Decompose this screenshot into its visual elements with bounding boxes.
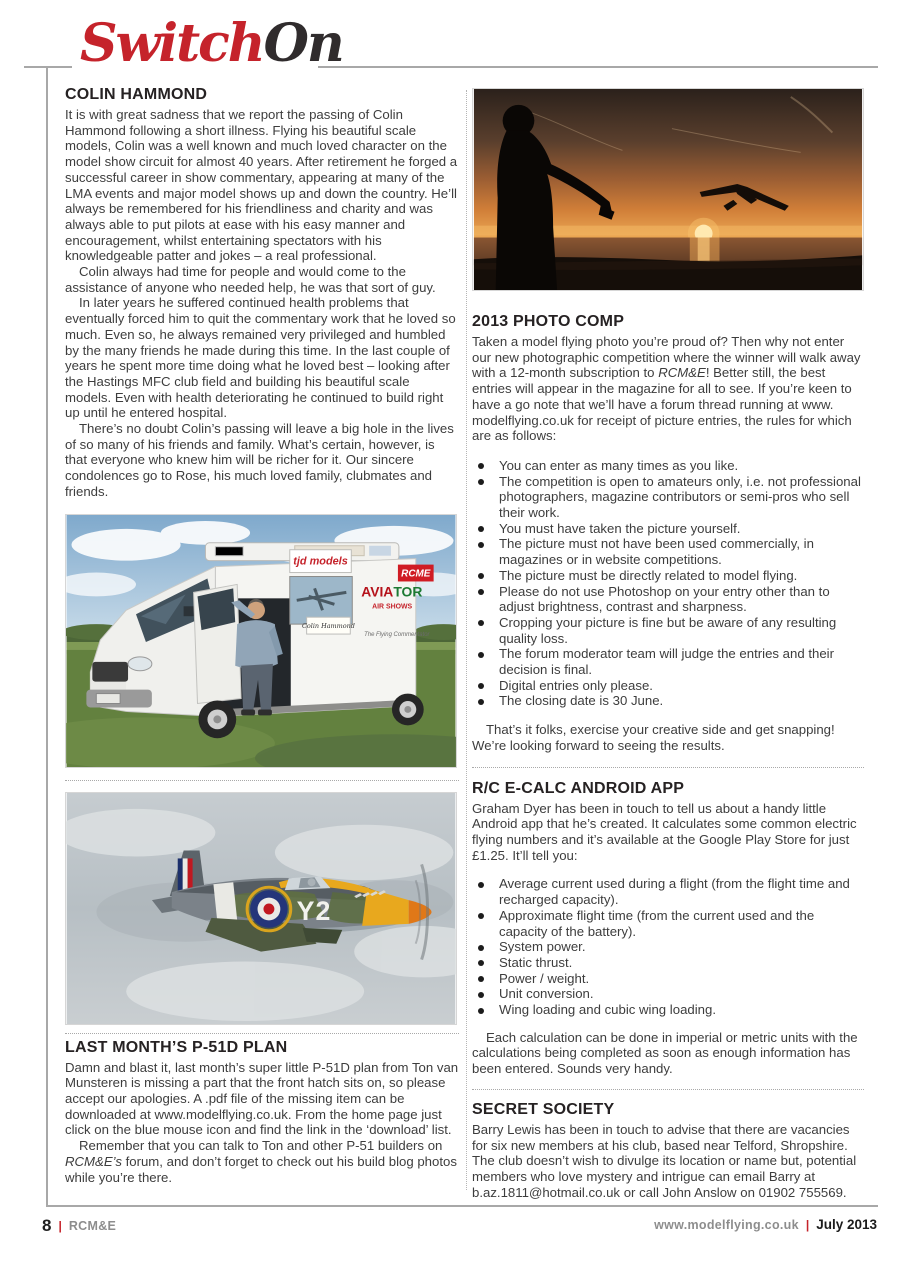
left-separator-2 — [65, 1033, 459, 1034]
masthead-switch: Switch — [80, 13, 264, 74]
p51-plan-text: forum, and don’t forget to check out his build blog photos while you’re there. — [65, 1153, 457, 1185]
header-rule-right — [318, 66, 878, 68]
van-airshow-text: AIR SHOWS — [372, 602, 413, 610]
rule-item: The picture must not have been used commercially, in magazines or in website competitions. — [472, 536, 864, 567]
footer-issue: July 2013 — [816, 1217, 877, 1232]
sunset-glider-photo — [472, 88, 864, 291]
colin-paragraph: In later years he suffered continued health problems that eventually forced him to quit the commentary work that he loved so much. Even so, he always remained very privileged and humbled by the many friends he made during this time. In the last couple of years he spent more time doing what he loved best – looking after the Hastings MFC club field and building his beautiful scale models. Even with health deteriorating he continued to build right up until he entered hospital. — [65, 295, 456, 421]
svg-text:tjd models — [293, 555, 348, 567]
photo-comp-text: ! Better still, the best entries will appear in the magazine for all to see. If you’re keen to have a go note that we’ll have a forum thread running at www. modelflying.co.uk for receipt of picture entries, the rules for which are as follows: — [472, 365, 852, 444]
colin-hammond-van-photo — [65, 514, 457, 768]
feature-item: Average current used during a flight (from the flight time and recharged capacity). — [472, 876, 864, 907]
photo-comp-italic: RCM&E — [658, 365, 706, 381]
p51d-model-photo — [65, 792, 457, 1025]
column-divider — [466, 90, 467, 1190]
feature-item: Static thrust. — [472, 955, 864, 971]
colin-heading: COLIN HAMMOND — [65, 86, 208, 103]
feature-item: Approximate flight time (from the current used and the capacity of the battery). — [472, 908, 864, 939]
van-logo-rcme: RCME — [401, 568, 431, 580]
footer-right — [654, 1216, 877, 1234]
p51-plan-text: Remember that you can talk to Ton and other P-51 builders on — [79, 1138, 443, 1154]
rule-item: The competition is open to amateurs only, i.e. not professional photographers, magazine contributors or semi-pros who sell their work. — [472, 474, 864, 521]
colin-paragraph: Colin always had time for people and would come to the assistance of anyone who needed help, he was that sort of guy. — [65, 264, 436, 295]
photo-comp-closing-2: We’re looking forward to seeing the results. — [472, 737, 725, 753]
p51-plan-paragraph — [65, 1138, 459, 1185]
right-separator-1 — [472, 767, 864, 768]
rule-item: The picture must be directly related to model flying. — [472, 568, 864, 584]
rule-item: The forum moderator team will judge the entries and their decision is final. — [472, 646, 864, 677]
ecalc-intro: Graham Dyer has been in touch to tell us about a handy little Android app that he’s created. It calculates some common electric flying numbers and it’s available at the Google Play Store for just £1.25. It’ll tell you: — [472, 800, 857, 863]
secret-society-heading: SECRET SOCIETY — [472, 1100, 615, 1118]
feature-item: Unit conversion. — [472, 986, 864, 1002]
photo-comp-closing: That’s it folks, exercise your creative side and get snapping! — [486, 722, 835, 738]
left-column — [65, 86, 459, 1185]
footer-separator-2: | — [805, 1218, 810, 1232]
p51-plan-heading: LAST MONTH’S P-51D PLAN — [65, 1038, 288, 1056]
van-sign-tjd: tjd models — [293, 555, 348, 568]
feature-item: System power. — [472, 939, 864, 955]
colin-paragraph: There’s no doubt Colin’s passing will leave a big hole in the lives of so many of his friends and family. What’s certain, however, is that everyone who knew him will be richer for it. Our sincere condolences go to Rose, his much loved family, clubmates and friends. — [65, 421, 454, 499]
raf-roundel — [247, 887, 291, 931]
page-number: 8 — [42, 1216, 52, 1235]
p51-code-text: Y2 — [296, 895, 332, 926]
right-column — [472, 88, 864, 1200]
rule-item: You can enter as many times as you like. — [472, 458, 864, 474]
footer-rule — [46, 1205, 878, 1207]
left-separator — [65, 780, 459, 781]
ecalc-features-list — [472, 876, 864, 1017]
van-signature: Colin Hammond — [302, 621, 355, 630]
ecalc-closing: Each calculation can be done in imperial or metric units with the calculations being completed as soon as enough information has been entered. Sounds very handy. — [472, 1029, 858, 1077]
svg-text:AVIATOR — [361, 583, 422, 599]
rule-item: Please do not use Photoshop on your entry other than to adjust brightness, contrast and sharpness. — [472, 584, 864, 615]
masthead-on: On — [263, 13, 343, 74]
rule-item: You must have taken the picture yourself. — [472, 521, 864, 537]
photo-comp-rules-list — [472, 458, 864, 709]
van-tagline: The Flying Commentator — [364, 631, 430, 638]
photo-comp-heading: 2013 PHOTO COMP — [472, 313, 625, 330]
colin-paragraph: It is with great sadness that we report the passing of Colin Hammond following a short illness. Flying his beautiful scale models, Colin was a well known and much loved character on the model show circuit for almost 40 years. After retirement he forged a successful career in show commentary, appearing at many of the LMA events and major model shows up and down the country. He’ll always be remembered for his friendliness and charity and was always able to put pilots at ease with his easy manner and encouragement, whilst entertaining spectators with his knowledgeable patter and jokes – a real professional. — [65, 107, 458, 264]
rule-item: Digital entries only please. — [472, 678, 864, 694]
p51-plan-paragraph: Damn and blast it, last month’s super little P-51D plan from Ton van Munsteren is missing a part that the front hatch sits on, so please accept our apologies. A .pdf file of the missing item can be downloaded at www.modelflying.co.uk. From the home page just click on the blue mouse icon and find the link in the ‘download’ list. — [65, 1059, 459, 1138]
footer-separator: | — [58, 1219, 62, 1233]
van-aviator-red: AVIA — [361, 582, 394, 599]
footer-website: www.modelflying.co.uk — [654, 1218, 799, 1232]
footer-magazine: RCM&E — [68, 1219, 117, 1233]
van-aviator-green: TOR — [393, 582, 423, 599]
p51-plan-italic: RCM&E’s — [65, 1153, 122, 1169]
rule-item: The closing date is 30 June. — [472, 693, 864, 709]
frame-left-rule — [46, 66, 48, 1207]
photo-comp-intro — [472, 334, 864, 444]
ecalc-heading: R/C E-CALC ANDROID APP — [472, 779, 685, 797]
right-separator-2 — [472, 1089, 864, 1090]
photo-comp-text: Taken a model flying photo you’re proud of? Then why not enter our new photographic competition where the winner will walk away with a 12-month subscription to — [472, 334, 861, 381]
rule-item: Cropping your picture is fine but be aware of any resulting quality loss. — [472, 615, 864, 646]
feature-item: Power / weight. — [472, 971, 864, 987]
header-rule-left — [24, 66, 72, 68]
section-masthead — [80, 13, 343, 74]
feature-item: Wing loading and cubic wing loading. — [472, 1002, 864, 1018]
secret-society-body: Barry Lewis has been in touch to advise that there are vacancies for six new members at his club, based near Telford, Shropshire. The club doesn’t wish to divulge its location or name but, potential members who love mystery and intrigue can email Barry at b.az.1811@hotmail.co.uk or call John Anslow on 01902 755569. — [472, 1121, 857, 1200]
footer-left — [42, 1216, 116, 1236]
